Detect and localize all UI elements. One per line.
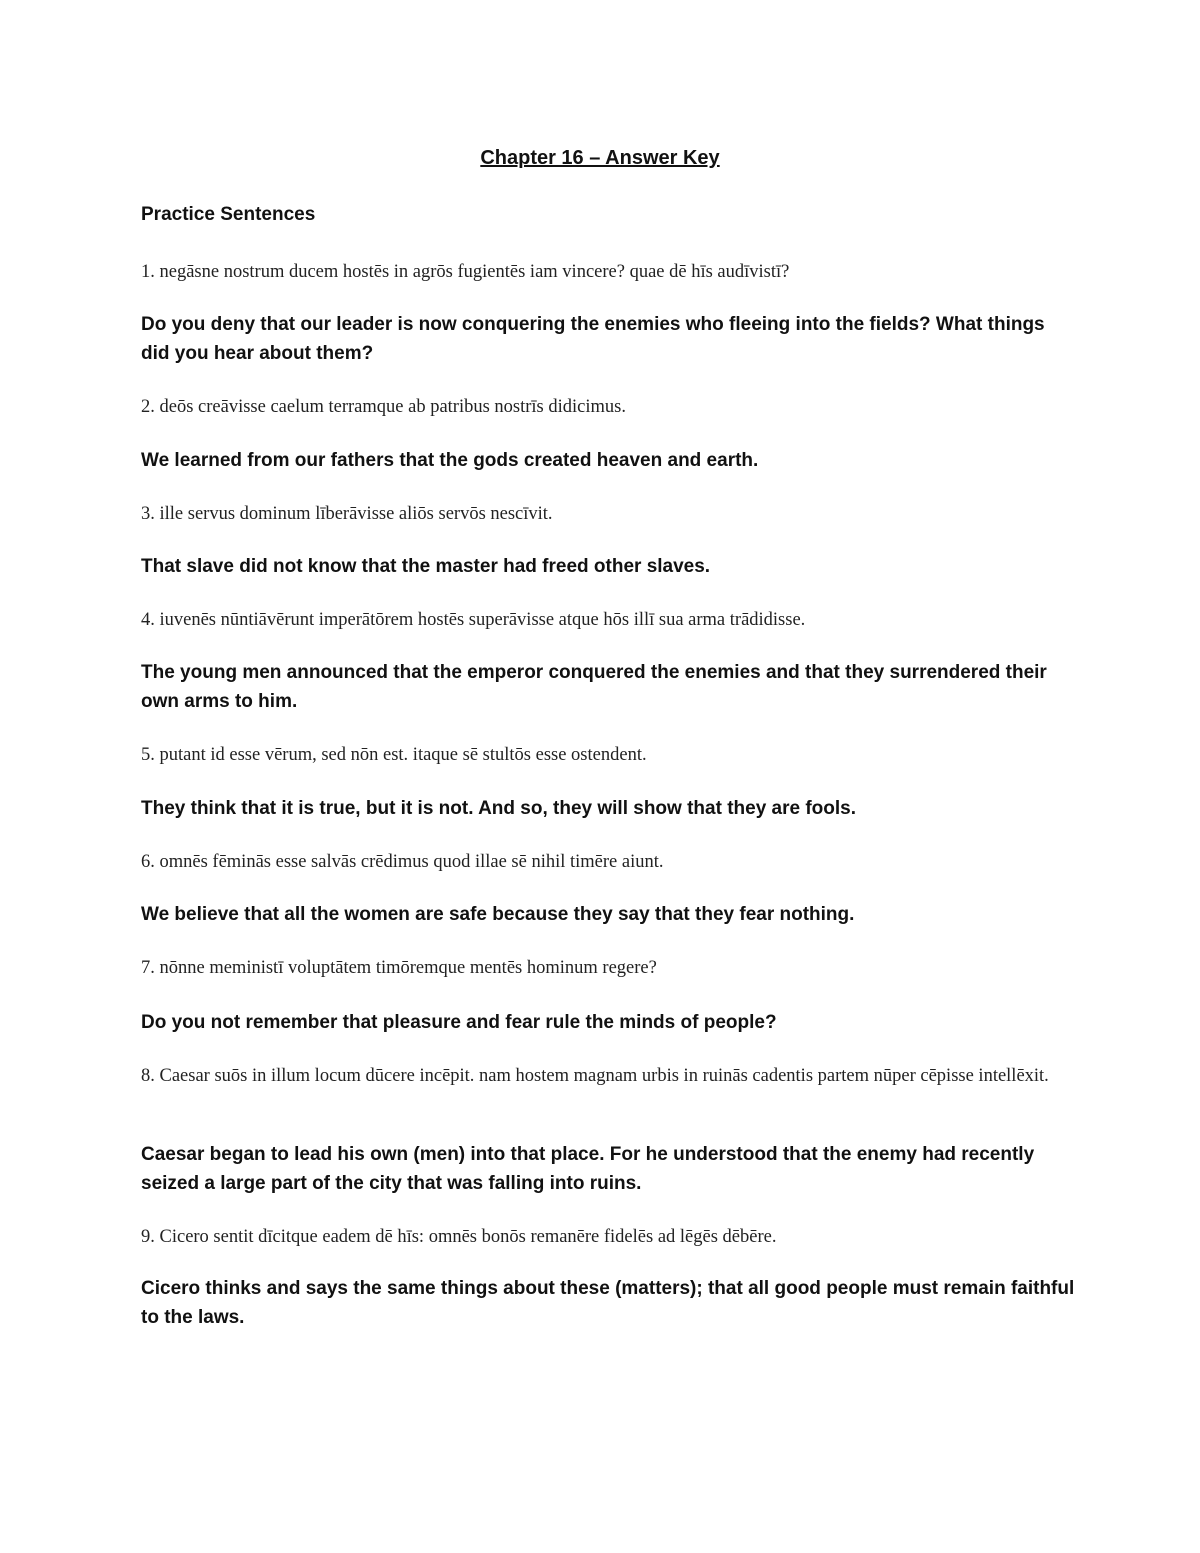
- latin-sentence-2: 2. deōs creāvisse caelum terramque ab patribus nostrīs didicimus.: [141, 397, 626, 417]
- answer-3: That slave did not know that the master had freed other slaves.: [141, 556, 711, 577]
- latin-sentence-5: 5. putant id esse vērum, sed nōn est. itaque sē stultōs esse ostendent.: [141, 745, 647, 765]
- latin-sentence-4: 4. iuvenēs nūntiāvērunt imperātōrem hostēs superāvisse atque hōs illī sua arma trādidisse.: [141, 610, 806, 630]
- latin-sentence-6: 6. omnēs fēminās esse salvās crēdimus quod illae sē nihil timēre aiunt.: [141, 852, 664, 872]
- section-heading: Practice Sentences: [141, 204, 316, 225]
- latin-sentence-9: 9. Cicero sentit dīcitque eadem dē hīs: omnēs bonōs remanēre fidelēs ad lēgēs dēbēre.: [141, 1227, 777, 1247]
- latin-sentence-7: 7. nōnne meministī voluptātem timōremque mentēs hominum regere?: [141, 958, 657, 978]
- answer-8: Caesar began to lead his own (men) into that place. For he understood that the enemy had recently seized a large part of the city that was falling into ruins.: [141, 1144, 1035, 1194]
- answer-2: We learned from our fathers that the gods created heaven and earth.: [141, 450, 759, 471]
- answer-5: They think that it is true, but it is not. And so, they will show that they are fools.: [141, 798, 857, 819]
- latin-sentence-3: 3. ille servus dominum līberāvisse aliōs servōs nescīvit.: [141, 504, 553, 524]
- answer-9: Cicero thinks and says the same things about these (matters); that all good people must remain faithful to the laws.: [141, 1278, 1075, 1328]
- answer-1: Do you deny that our leader is now conquering the enemies who fleeing into the fields? What things did you hear about them?: [141, 314, 1045, 364]
- answer-7: Do you not remember that pleasure and fear rule the minds of people?: [141, 1012, 777, 1033]
- page-title: Chapter 16 – Answer Key: [480, 147, 720, 169]
- answer-6: We believe that all the women are safe because they say that they fear nothing.: [141, 904, 855, 925]
- latin-sentence-8: 8. Caesar suōs in illum locum dūcere incēpit. nam hostem magnam urbis in ruinās cadentis partem nūper cēpisse intellēxit.: [141, 1066, 1049, 1086]
- answer-4: The young men announced that the emperor conquered the enemies and that they surrendered their own arms to him.: [141, 662, 1047, 712]
- latin-sentence-1: 1. negāsne nostrum ducem hostēs in agrōs fugientēs iam vincere? quae dē hīs audīvistī?: [141, 262, 790, 282]
